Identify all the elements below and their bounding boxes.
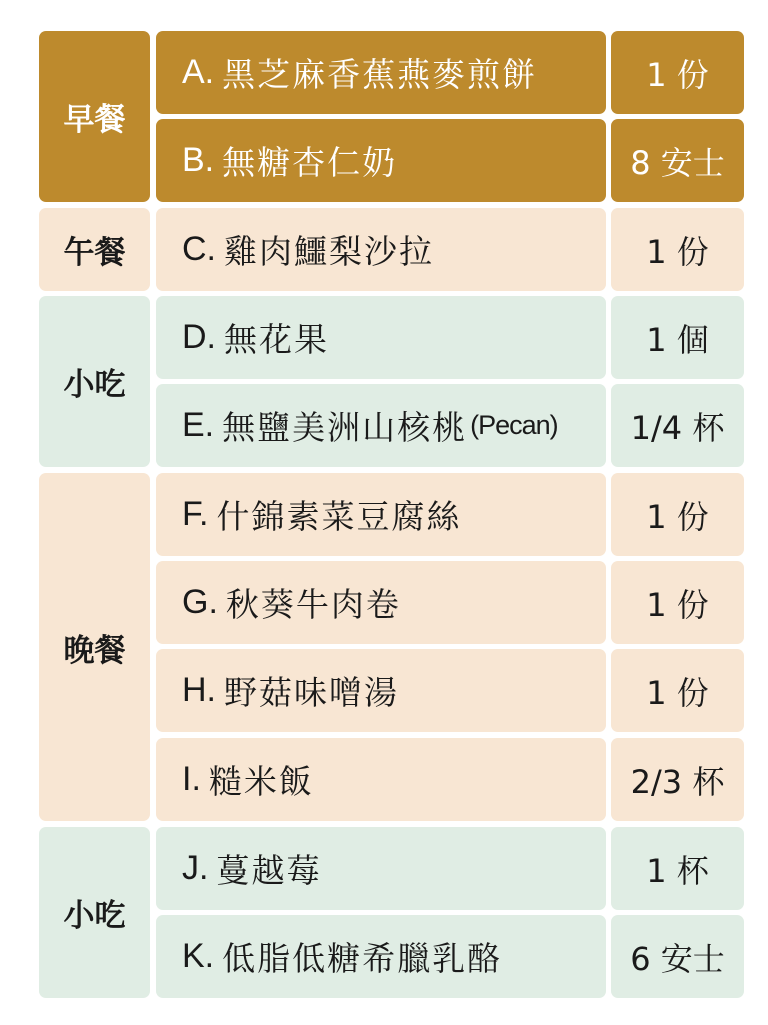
food-item-cell <box>156 738 606 821</box>
quantity-text: 1 份 <box>646 585 709 624</box>
item-name: 無花果 <box>224 320 329 359</box>
item-name: 野菇味噌湯 <box>224 673 399 712</box>
meal-category-cell <box>39 473 150 821</box>
item-letter: I. <box>182 760 201 798</box>
item-name: 秋葵牛肉卷 <box>225 585 401 624</box>
food-item-cell <box>156 473 606 556</box>
item-letter: J. <box>182 849 209 887</box>
quantity-cell <box>611 31 744 114</box>
meal-category-label: 小吃 <box>63 367 126 403</box>
item-name: 什錦素菜豆腐絲 <box>216 497 462 536</box>
quantity-cell <box>611 649 744 732</box>
meal-category-label: 晚餐 <box>63 632 126 669</box>
item-note: (Pecan) <box>470 410 558 440</box>
item-name: 無鹽美洲山核桃 <box>222 408 468 447</box>
food-item-cell <box>156 384 606 467</box>
quantity-cell <box>611 827 744 910</box>
meal-category-cell <box>39 208 150 291</box>
meal-category-label: 早餐 <box>63 102 126 138</box>
quantity-cell <box>611 473 744 556</box>
item-letter: K. <box>182 937 215 975</box>
quantity-text: 1 個 <box>646 320 709 359</box>
quantity-cell <box>611 915 744 998</box>
quantity-text: 2/3 杯 <box>630 762 725 801</box>
meal-category-label: 午餐 <box>63 235 126 271</box>
item-name: 低脂低糖希臘乳酪 <box>222 939 503 978</box>
quantity-text: 1 份 <box>646 55 709 94</box>
item-letter: C. <box>182 230 216 268</box>
item-letter: B. <box>182 141 215 179</box>
quantity-cell <box>611 561 744 644</box>
item-letter: A. <box>182 53 215 91</box>
food-item-cell <box>156 296 606 379</box>
item-name: 糙米飯 <box>208 762 314 801</box>
quantity-text: 1 份 <box>646 497 709 536</box>
item-name: 雞肉鱷梨沙拉 <box>224 232 434 271</box>
quantity-text: 1 份 <box>646 232 709 271</box>
item-letter: E. <box>182 406 215 444</box>
quantity-text: 1 杯 <box>646 851 709 890</box>
food-item-cell <box>156 649 606 732</box>
food-item-cell <box>156 915 606 998</box>
quantity-text: 6 安士 <box>630 939 725 978</box>
item-name: 無糖杏仁奶 <box>222 143 398 182</box>
item-name: 黑芝麻香蕉燕麥煎餅 <box>222 55 538 94</box>
food-item-cell <box>156 827 606 910</box>
food-item-cell <box>156 119 606 202</box>
meal-category-cell <box>39 827 150 998</box>
item-letter: D. <box>182 318 216 356</box>
quantity-text: 1 份 <box>646 673 709 712</box>
quantity-cell <box>611 208 744 291</box>
food-item-cell <box>156 561 606 644</box>
item-letter: F. <box>182 495 209 533</box>
meal-category-cell <box>39 31 150 202</box>
quantity-cell <box>611 384 744 467</box>
quantity-cell <box>611 119 744 202</box>
item-letter: H. <box>182 671 216 709</box>
item-name: 蔓越莓 <box>216 851 322 890</box>
quantity-text: 1/4 杯 <box>630 408 725 447</box>
quantity-cell <box>611 738 744 821</box>
quantity-text: 8 安士 <box>630 143 725 182</box>
food-item-cell <box>156 31 606 114</box>
meal-category-label: 小吃 <box>63 898 126 934</box>
meal-category-cell <box>39 296 150 467</box>
food-item-cell <box>156 208 606 291</box>
quantity-cell <box>611 296 744 379</box>
item-letter: G. <box>182 583 218 621</box>
